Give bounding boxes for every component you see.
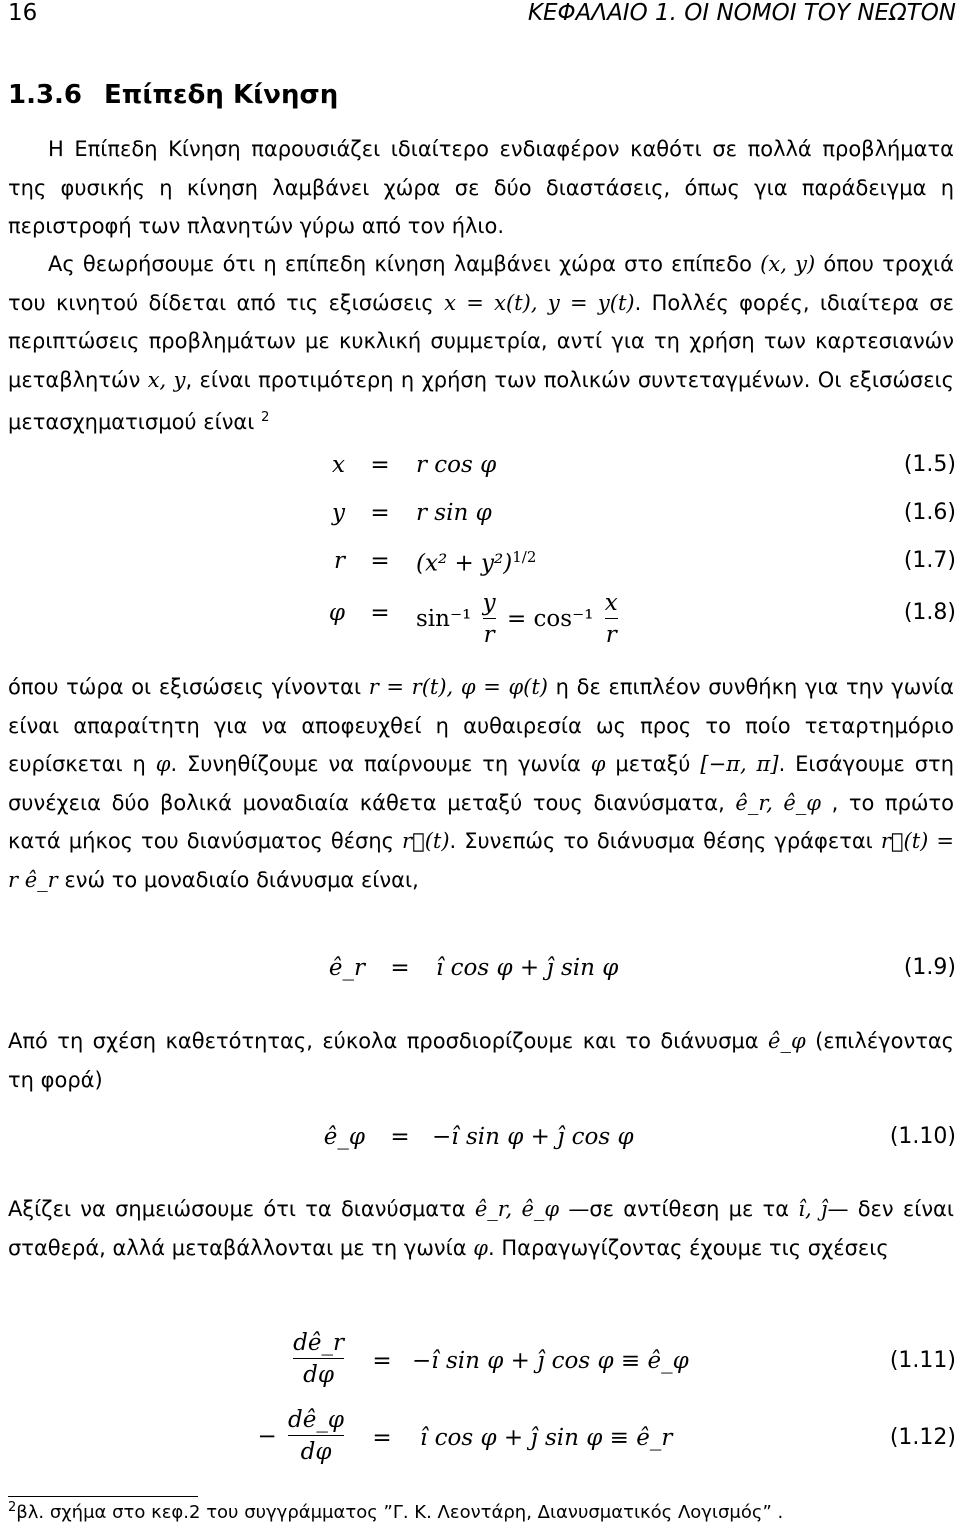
equation-number: (1.11) [889,1348,956,1373]
equation-number: (1.6) [903,500,956,525]
paragraph-derivatives [8,1190,954,1267]
paragraph-perpendicular [8,1022,954,1099]
text-run: , το πρώτο κατά μήκος του διανύσματος θέσης [8,790,954,853]
footnote-rule [8,1496,198,1497]
footnote-text: βλ. σχήμα στο κεφ.2 του συγγράμματος ”Γ. Κ. Λεοντάρη, Διανυσματικός Λογισμός” . [16,1502,784,1523]
equation-rhs: −î sin φ + ĵ cos φ [432,1124,634,1150]
equation-1-5 [0,452,960,496]
footnote-mark: 2 [8,1500,17,1515]
fraction-numerator: y [482,590,496,616]
text-run: . Συνεπώς το διάνυσμα θέσης γράφεται [449,829,881,853]
equation-relation: = [370,500,390,526]
text-run: μεταξύ [605,752,701,776]
equation-relation: = [370,452,390,478]
equation-lhs: φ [328,600,345,626]
equation-1-6 [0,500,960,544]
equation-1-9 [0,955,960,999]
equation-1-11 [0,1328,960,1400]
minus-sign: − [257,1423,277,1450]
text-run: Από τη σχέση καθετότητας, εύκολα προσδιορίζουμε και το διάνυσμα [8,1029,769,1053]
equation-rhs: î cos φ + ĵ sin φ [436,955,619,981]
equation-exponent: 1/2 [512,548,537,566]
equation-lhs: x [332,452,345,478]
equation-relation: = [390,1124,410,1150]
equation-relation: = [370,600,390,626]
chapter-title: ΚΕΦΑΛΑΙΟ 1. ΟΙ ΝΟΜΟΙ ΤΟΥ ΝΕΩΤΟΝ [527,0,956,26]
running-header [8,0,956,30]
equation-lhs: r [334,548,345,574]
equation-number: (1.7) [903,548,956,573]
text-run: — δεν είναι σταθερά, αλλά μεταβάλλονται με τη γωνία [8,1197,954,1260]
section-number: 1.3.6 [8,80,83,110]
equation-rhs: r cos φ [416,452,497,478]
equation-lhs: y [332,500,345,526]
text-run: . Πολλές φορές, ιδιαίτερα σε περιπτώσεις προβλημάτων με κυκλική συμμετρία, αντί για τη χρήση των καρτεσιανών μεταβλητών [8,290,954,392]
math-inline: î, ĵ [798,1197,828,1221]
footnote-mark: 2 [261,410,270,425]
math-inline: [−π, π] [700,752,779,776]
math-inline: ê_r, ê_φ [474,1197,560,1221]
text-run: . Συνηθίζουμε να παίρνουμε τη γωνία [170,752,591,776]
equation-relation: = [370,548,390,574]
fraction-numerator: dê_r [293,1330,344,1356]
equation-number: (1.8) [903,600,956,625]
math-inline: x = x(t), y = y(t) [444,290,635,315]
text-run: (επιλέγοντας τη φορά) [8,1029,954,1092]
fraction-numerator: dê_φ [288,1407,344,1433]
paragraph-polar [8,245,954,442]
math-inline: ê_φ [768,1029,806,1053]
text-run: , είναι προτιμότερη η χρήση των πολικών συντεταγμένων. Οι εξισώσεις μετασχηματισμού είναι [8,367,954,434]
fraction [288,1405,344,1468]
equation-1-10 [0,1124,960,1168]
equation-rhs: (x² + y²) [416,550,513,577]
paragraph-polar-vectors [8,668,954,899]
fraction-denominator: r [483,618,496,651]
math-inline: φ [155,752,171,776]
equation-1-12 [0,1405,960,1477]
fraction [293,1328,344,1391]
fraction-numerator: x [604,590,618,616]
math-inline: r⃗(t) [402,829,450,853]
equation-relation: = [372,1425,392,1451]
equation-number: (1.5) [903,452,956,477]
math-inline: (x, y) [760,252,816,276]
fraction-denominator: dφ [293,1358,344,1391]
equation-rhs: r sin φ [416,500,492,526]
page-number: 16 [8,0,38,26]
text-run: όπου τώρα οι εξισώσεις γίνονται [8,675,369,699]
equation-rhs: î cos φ + ĵ sin φ ≡ ê_r [420,1425,673,1451]
equation-lhs: ê_φ [323,1124,365,1150]
fraction [605,588,618,651]
text-run: ενώ το μοναδιαίο διάνυσμα είναι, [57,867,419,892]
equation-rhs-part: = cos⁻¹ [506,606,594,632]
fraction-denominator: r [605,618,618,651]
math-inline: r = r(t), φ = φ(t) [368,675,549,699]
math-inline: ê_r, ê_φ [735,790,821,815]
math-inline: φ [590,752,606,776]
equation-rhs: −î sin φ + ĵ cos φ ≡ ê_φ [412,1348,689,1374]
equation-relation: = [390,955,410,981]
text-run: Ας θεωρήσουμε ότι η επίπεδη κίνηση λαμβάνει χώρα στο επίπεδο [48,252,761,276]
math-inline: x, y [147,367,186,392]
equation-1-8 [0,588,960,658]
math-inline: r⃗(t) = r ê_r [8,829,954,892]
footnote [8,1500,783,1523]
text-run: . Παραγωγίζοντας έχουμε τις σχέσεις [487,1235,889,1260]
text-run: —σε αντίθεση με τα [559,1197,799,1221]
fraction [483,588,496,651]
equation-rhs-part: sin⁻¹ [416,606,472,632]
equation-number: (1.12) [889,1425,956,1450]
text-run: Αξίζει να σημειώσουμε ότι τα διανύσματα [8,1197,475,1221]
fraction-denominator: dφ [288,1435,344,1468]
equation-number: (1.9) [903,955,956,980]
equation-1-7 [0,548,960,592]
equation-lhs: ê_r [328,955,365,981]
text-run: όπου τροχιά του κινητού δίδεται από τις εξισώσεις [8,252,954,315]
equation-relation: = [372,1348,392,1374]
text-run: . Εισάγουμε στη συνέχεια δύο βολικά μοναδιαία κάθετα μεταξύ τους διανύσματα, [8,752,954,815]
section-title-text: Επίπεδη Κίνηση [104,80,339,110]
paragraph-intro [8,130,954,246]
paragraph-intro-text: Η Επίπεδη Κίνηση παρουσιάζει ιδιαίτερο ενδιαφέρον καθότι σε πολλά προβλήματα της φυσικής η κίνηση λαμβάνει χώρα σε δύο διαστάσεις, όπως για παράδειγμα η περιστροφή των πλανητών γύρω από τον ήλιο. [8,137,954,238]
section-heading [8,80,338,110]
math-inline: φ [473,1235,488,1260]
text-run: η δε επιπλέον συνθήκη για την γωνία είναι απαραίτητη για να αποφευχθεί η αυθαιρεσία ως προς το ποίο τεταρτημόριο ευρίσκεται η [8,675,955,776]
equation-number: (1.10) [889,1124,956,1149]
